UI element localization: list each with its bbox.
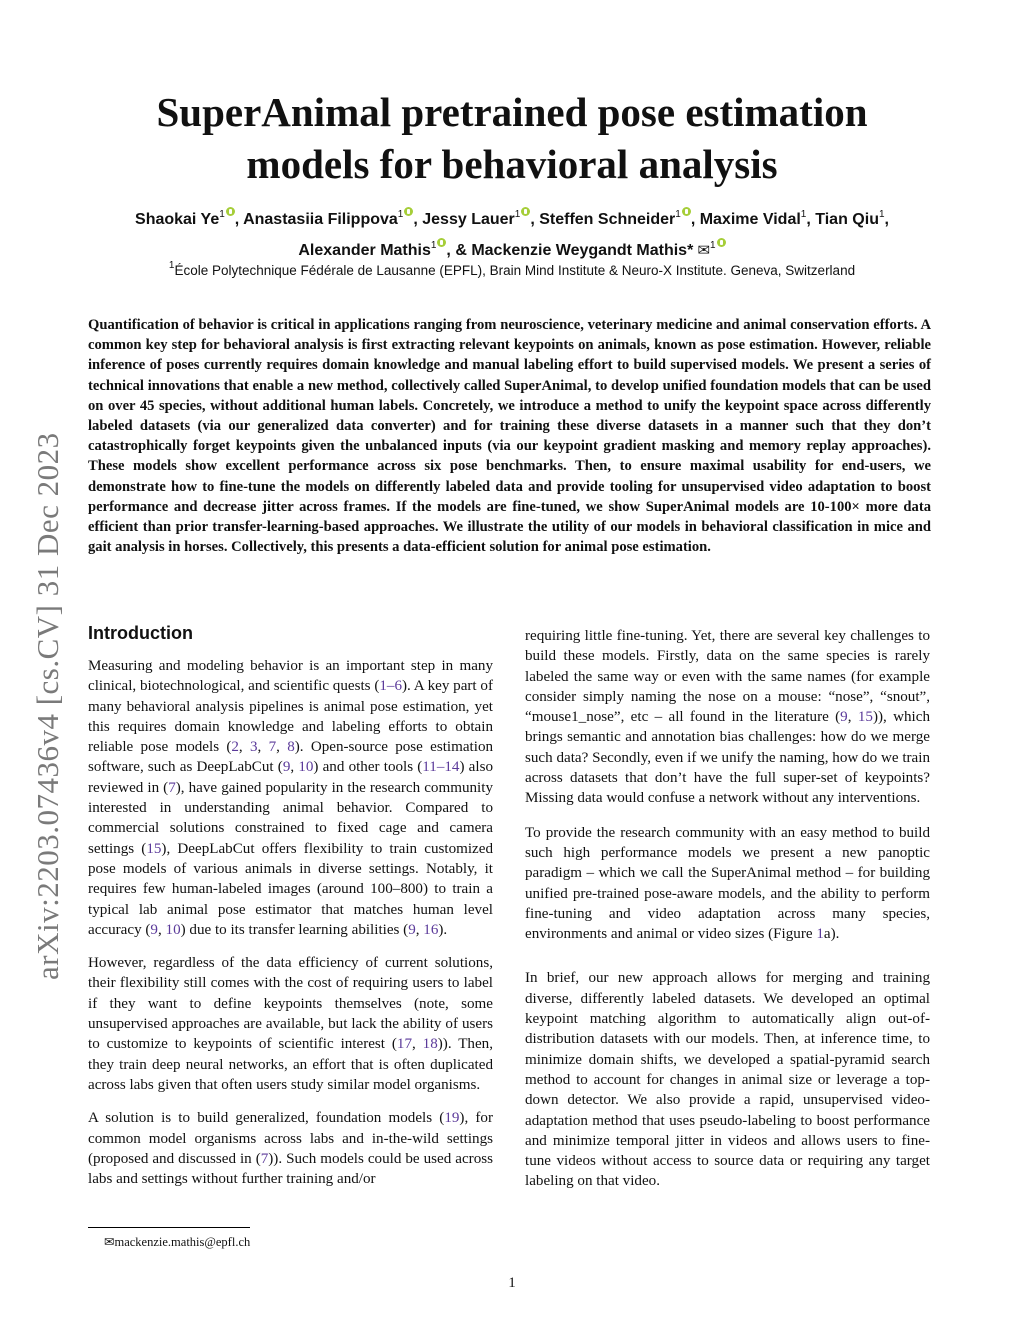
abstract: Quantification of behavior is critical in applications ranging from neuroscience, veterinary medicine and animal conservation efforts. A common key step for behavioral analysis is first extracting relevant keypoints on animals, known as pose estimation. However, reliable inference of poses currently requires domain knowledge and manual labeling effort to build supervised models. We present a series of technical innovations that enable a new method, collectively called SuperAnimal, to develop unified foundation models that can be used on over 45 species, without additional human labels. Concretely, we introduce a method to unify the keypoint space across differently labeled datasets (via our generalized data converter) and for training these diverse datasets in a manner such that they don’t catastrophically forget keypoints given the unbalanced inputs (via our keypoint gradient masking and memory replay approaches). These models show excellent performance across six pose benchmarks. Then, to ensure maximal usability for end-users, we demonstrate how to fine-tune the models on differently labeled data and provide tooling for unsupervised video adaptation to boost performance and decrease jitter across frames. If the models are fine-tuned, we show SuperAnimal models are 10-100× more data efficient than prior transfer-learning-based approaches. We illustrate the utility of our models in behavioral classification in mice and gait analysis in horses. Collectively, this presents a data-efficient solution for animal pose estimation. (88, 317, 931, 556)
citation-link[interactable]: 9 (840, 709, 848, 726)
author: Steffen Schneider$^1$ , (539, 209, 700, 228)
citation-link[interactable]: 9 (282, 759, 291, 776)
citation-link[interactable]: 17 (396, 1036, 412, 1053)
paragraph: To provide the research community with an easy method to build such high performance models we present a new panoptic paradigm – which we call the SuperAnimal method – for building unified pre-trained pose-aware models, and the ability to perform fine-tuning and video adaptation across many species, environments and animal or video sizes (Figure 1a). (525, 824, 930, 943)
author-name: Mackenzie Weygandt Mathis* (471, 242, 694, 259)
affiliation-superscript: 1 (800, 209, 807, 220)
citation-link[interactable]: 9 (408, 921, 416, 938)
citation-link[interactable]: 1–6 (379, 678, 402, 695)
affiliation-superscript: 1 (219, 209, 225, 220)
citation-link[interactable]: 2 (231, 739, 239, 756)
envelope-icon: ✉ (104, 1235, 115, 1249)
author-name: Anastasiia Filippova (243, 211, 398, 228)
author-name: Jessy Lauer (422, 211, 515, 228)
author: Alexander Mathis$^1$ , & (298, 240, 472, 259)
author: Maxime Vidal$^1$, (699, 209, 816, 228)
affiliation-superscript: 1 (675, 209, 681, 220)
citation-link[interactable]: 19 (444, 1110, 460, 1127)
affiliation-superscript: 1 (710, 240, 716, 251)
citation-link[interactable]: 10 (165, 921, 181, 938)
paragraph: In brief, our new approach allows for merging and training diverse, differently labeled datasets. We developed an optimal keypoint matching algorithm to automatically align out-of-distribution datasets with our models. Then, at inference time, to minimize domain shifts, we developed a spatial-pyramid search method to account for changes in animal size or leverage a top-down detector. We also provide a rapid, unsupervised video-adaptation method that uses pseudo-labeling to boost performance and minimize temporal jitter in videos and allows users to fine-tune videos without access to source data or requiring any target labeling on that video. (525, 970, 930, 1190)
affiliation-superscript: 1 (878, 209, 885, 220)
footnote (104, 1234, 250, 1250)
author: Shaokai Ye$^1$ , (135, 209, 244, 228)
footnote-divider (88, 1227, 250, 1228)
citation-link[interactable]: 8 (287, 739, 295, 756)
paper-title (100, 86, 924, 190)
author: Anastasiia Filippova$^1$ , (243, 209, 423, 228)
page-number: 1 (508, 1275, 516, 1291)
paper-title-line-2: models for behavioral analysis (246, 141, 778, 187)
arxiv-identifier-stamp: arXiv:2203.07436v4 [cs.CV] 31 Dec 2023 (30, 432, 65, 980)
citation-link[interactable]: 3 (249, 739, 258, 756)
citation-link[interactable]: 1 (816, 926, 824, 943)
citation-link[interactable]: 18 (422, 1036, 438, 1053)
author-name: Maxime Vidal (699, 211, 801, 228)
author-name: Shaokai Ye (135, 211, 220, 228)
author-line-1 (70, 204, 954, 235)
author: Jessy Lauer$^1$ , (422, 209, 540, 228)
citation-link[interactable]: 15 (146, 840, 162, 857)
orcid-icon[interactable] (404, 207, 413, 216)
paragraph: A solution is to build generalized, foundation models (19), for common model organisms across labs and in-the-wild settings (proposed and discussed in (7)). Such models could be used across labs and settings without further training and/or (88, 1110, 493, 1188)
citation-link[interactable]: 7 (260, 1150, 269, 1167)
author-name: Tian Qiu (815, 211, 879, 228)
citation-link[interactable]: 7 (168, 779, 176, 796)
author (471, 242, 725, 259)
citation-link[interactable]: 15 (857, 709, 873, 726)
orcid-icon[interactable] (226, 207, 235, 216)
paper-title-line-1: SuperAnimal pretrained pose estimation (156, 89, 868, 135)
author-name: Alexander Mathis (298, 242, 431, 259)
citation-link[interactable]: 16 (423, 921, 439, 938)
citation-link[interactable]: 9 (150, 921, 158, 938)
footnote-email[interactable]: mackenzie.mathis@epfl.ch (114, 1235, 251, 1249)
orcid-icon[interactable] (521, 207, 530, 216)
affiliation-superscript: 1 (397, 209, 404, 220)
affiliation (70, 262, 954, 280)
envelope-icon: ✉ (693, 242, 711, 259)
paragraph: Measuring and modeling behavior is an important step in many clinical, biotechnological, and scientific quests (1–6). A key part of many behavioral analysis pipelines is animal pose estimation, yet this requires domain knowledge and labeling efforts to obtain reliable pose models (2, 3, 7, 8). Open-source pose estimation software, such as DeepLabCut (9, 10) and other tools (11–14) also reviewed in (7), have gained popularity in the research community interested in understanding animal behavior. Compared to commercial solutions constrained to fixed cage and camera settings (15), DeepLabCut offers flexibility to train customized pose models of various animals in diverse settings. Notably, it requires few human-labeled images (around 100–800) to train a typical lab animal pose estimator that matches human level accuracy (9, 10) due to its transfer learning abilities (9, 16). (88, 658, 494, 938)
author: Tian Qiu$^1$, (815, 209, 889, 228)
affiliation-superscript: 1 (430, 240, 437, 251)
paragraph: However, regardless of the data efficiency of current solutions, their flexibility still comes with the cost of requiring users to label if they want to define keypoints themselves (note, some unsupervised approaches are available, but lack the ability of users to customize to keypoints of scientific interest (17, 18)). Then, they train deep neural networks, an effort that is often duplicated across labs given that often users study similar model organisms. (88, 955, 493, 1093)
orcid-icon[interactable] (717, 238, 726, 247)
right-column (525, 626, 930, 1206)
orcid-icon[interactable] (682, 207, 691, 216)
affiliation-mark: 1 (168, 260, 175, 271)
author-name: Steffen Schneider (539, 211, 676, 228)
citation-link[interactable]: 10 (298, 759, 314, 776)
paragraph: requiring little fine-tuning. Yet, there are several key challenges to build these models. Firstly, data on the same species is rarely labeled the same way or even with the same names (for example consider simply naming the nose on a mouse: “nose”, “snout”, “mouse1_nose”, etc – all found in the literature (9, 15)), which brings semantic and annotation bias challenges: how do we merge such data? Secondly, even if we unify the naming, how do we train across datasets that don’t have the full super-set of keypoints? Missing data would confuse a network without any interventions. (525, 628, 930, 807)
orcid-icon[interactable] (437, 238, 446, 247)
citation-link[interactable]: 11–14 (422, 759, 460, 776)
left-column (88, 622, 493, 1202)
author-list (70, 204, 954, 266)
affiliation-superscript: 1 (514, 209, 521, 220)
affiliation-text: École Polytechnique Fédérale de Lausanne (EPFL), Brain Mind Institute & Neuro-X Institute. Geneva, Switzerland (174, 263, 856, 278)
section-heading-introduction: Introduction (88, 623, 193, 643)
citation-link[interactable]: 7 (268, 739, 277, 756)
